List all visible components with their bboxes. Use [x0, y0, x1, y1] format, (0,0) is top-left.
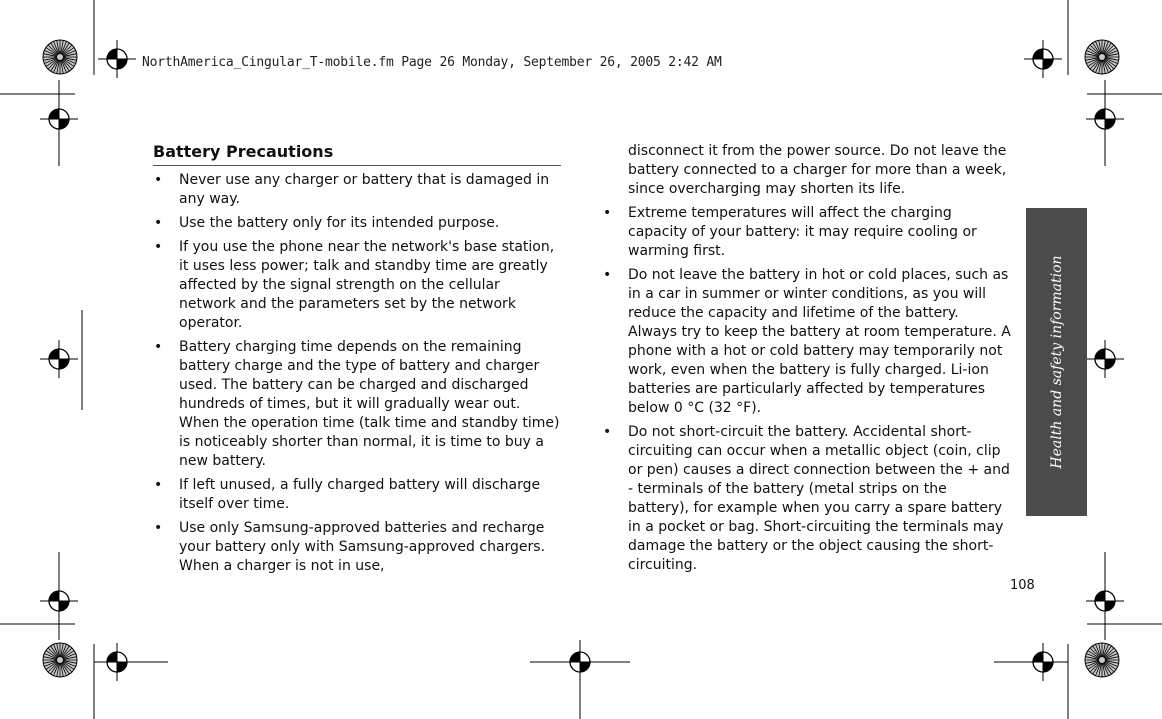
side-tab-label: Health and safety information: [1048, 255, 1065, 469]
bullet-icon: •: [154, 239, 163, 255]
list-item: [602, 266, 1012, 418]
bullet-list: [602, 204, 1012, 575]
list-item-text: If left unused, a fully charged battery will discharge itself over time.: [179, 477, 541, 512]
bullet-icon: •: [603, 424, 612, 440]
star-target-top-left: [43, 40, 77, 74]
continued-text: disconnect it from the power source. Do not leave the battery connected to a charger for more than a week, since overcharging may shorten its life.: [628, 143, 1007, 197]
list-item: [153, 338, 561, 471]
registration-mark: [98, 40, 136, 78]
bullet-icon: •: [154, 477, 163, 493]
registration-mark: [1024, 40, 1062, 78]
registration-mark: [40, 340, 78, 378]
list-item: [602, 204, 1012, 261]
bullet-icon: •: [154, 172, 163, 188]
list-item-text: Do not leave the battery in hot or cold places, such as in a car in summer or winter conditions, as you will reduce the capacity and lifetime of the battery. Always try to keep the battery at room temperature. A phone with a hot or cold battery may temporarily not work, even when the battery is fully charged. Li-ion batteries are particularly affected by temperatures below 0 °C (32 °F).: [628, 267, 1011, 416]
list-item: [153, 519, 561, 576]
page-number: 108: [1010, 578, 1035, 593]
bullet-icon: •: [603, 205, 612, 221]
list-item: [153, 214, 561, 233]
section-title: Battery Precautions: [153, 142, 561, 166]
star-target-top-right: [1085, 40, 1119, 74]
list-item-text: Use only Samsung-approved batteries and recharge your battery only with Samsung-approved chargers. When a charger is not in use,: [179, 520, 546, 574]
list-item: [153, 171, 561, 209]
list-item-text: Extreme temperatures will affect the charging capacity of your battery: it may require cooling or warming first.: [628, 205, 977, 259]
list-item-text: Use the battery only for its intended purpose.: [179, 215, 500, 231]
right-column: [602, 142, 1012, 580]
bullet-icon: •: [603, 267, 612, 283]
file-stamp: NorthAmerica_Cingular_T-mobile.fm Page 26 Monday, September 26, 2005 2:42 AM: [142, 55, 722, 70]
star-target-bottom-left: [43, 643, 77, 677]
list-item-text: Never use any charger or battery that is damaged in any way.: [179, 172, 550, 207]
list-item-text: Do not short-circuit the battery. Accidental short-circuiting can occur when a metallic object (coin, clip or pen) causes a direct connection between the + and - terminals of the battery (metal strips on the battery), for example when you carry a spare battery in a pocket or bag. Short-circuiting the terminals may damage the battery or the object causing the short-circuiting.: [628, 424, 1010, 573]
list-item: [602, 423, 1012, 575]
registration-mark: [1086, 340, 1124, 378]
list-item-text: Battery charging time depends on the remaining battery charge and the type of battery and charger used. The battery can be charged and discharged hundreds of times, but it will gradually wear out. When the operation time (talk time and standby time) is noticeably shorter than normal, it is time to buy a new battery.: [179, 339, 560, 469]
bullet-icon: •: [154, 339, 163, 355]
bullet-icon: •: [154, 520, 163, 536]
left-column: [153, 142, 561, 581]
list-item: [153, 238, 561, 333]
section-side-tab: [1026, 208, 1087, 516]
star-target-bottom-right: [1085, 643, 1119, 677]
list-item-text: If you use the phone near the network's base station, it uses less power; talk and standby time are greatly affected by the signal strength on the cellular network and the parameters set by the network operator.: [179, 239, 555, 331]
bullet-list: [153, 171, 561, 576]
list-item: [153, 476, 561, 514]
bullet-icon: •: [154, 215, 163, 231]
